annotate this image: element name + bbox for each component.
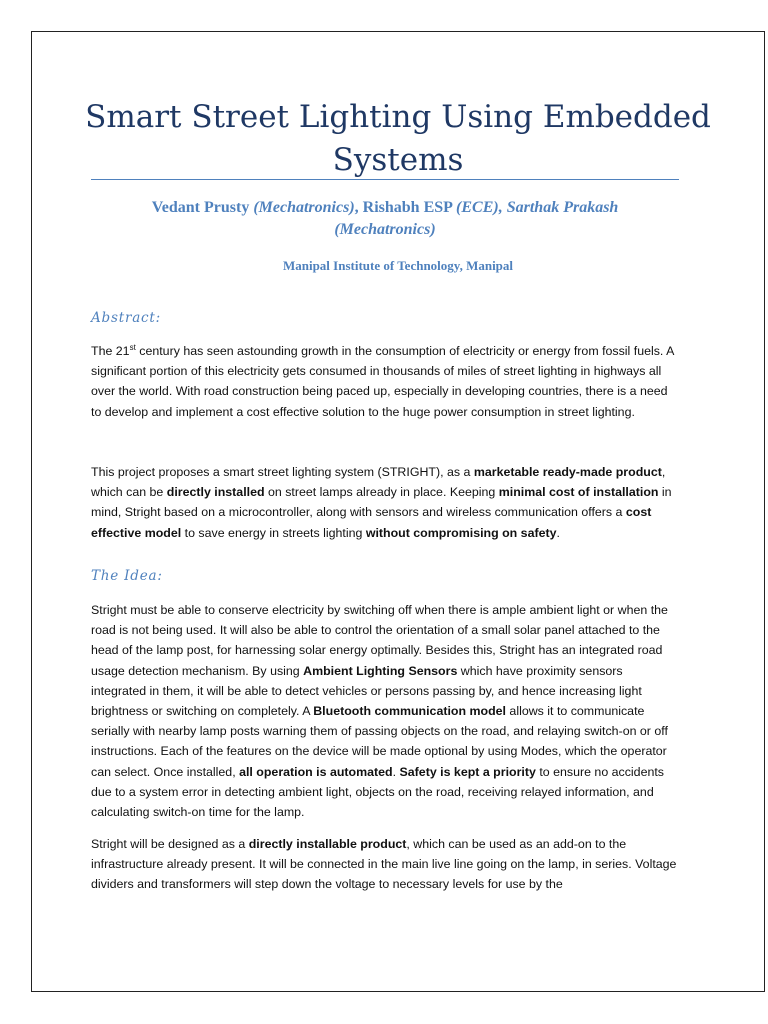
bold-text: all operation is automated — [239, 764, 393, 779]
bold-text: Ambient Lighting Sensors — [303, 663, 458, 678]
bold-text: Safety is kept a priority — [399, 764, 536, 779]
text-run: The 21 — [91, 344, 130, 358]
bold-text: directly installable product — [248, 837, 407, 851]
text-run: on street lamps already in place. Keeping — [264, 485, 499, 500]
text-run: century has seen astounding growth in the consumption of electricity or energy from fossil fuels. A significant portion of this electricity gets consumed in thousands of miles of street lighting in highways all over the world. With road construction being paced up, especially in developing countries, there is a need to develop and implement a cost effective solution to the huge power consumption in street lighting. — [91, 344, 674, 419]
text-run: Stright must be able to conserve electricity by switching off when there is ample ambient light or when the road is not being used. It will also be able to control the orientation of a small solar panel attached to the head of the lamp post, for harnessing solar energy optimally. Besides this, Stright has an integrated road usage detection mechanism. By using — [91, 603, 668, 678]
idea-paragraph — [91, 600, 677, 822]
title-divider — [91, 179, 679, 180]
bold-text: directly installed — [166, 485, 265, 500]
bold-text: minimal cost of installation — [498, 485, 659, 500]
author-name: Rishabh ESP — [362, 199, 453, 216]
author-name: Vedant Prusty — [151, 199, 250, 216]
abstract-paragraph — [91, 341, 677, 422]
section-heading-abstract: Abstract: — [91, 310, 161, 326]
abstract-paragraph — [91, 462, 677, 543]
bold-text: marketable ready-made product — [473, 465, 662, 479]
section-heading-idea: The Idea: — [91, 568, 163, 584]
author-department: (Mechatronics) — [253, 199, 355, 216]
author-department: (ECE) — [456, 199, 499, 216]
idea-paragraph — [91, 834, 677, 895]
document-title: Smart Street Lighting Using Embedded Systems — [85, 99, 711, 178]
institution: Manipal Institute of Technology, Manipal — [282, 258, 514, 273]
text-run: . — [392, 764, 400, 779]
author-separator: , — [498, 199, 507, 216]
text-run: to save energy in streets lighting — [181, 525, 366, 540]
author-line — [122, 197, 648, 241]
bold-text: without compromising on safety — [365, 525, 557, 540]
author-name: Sarthak Prakash — [506, 199, 619, 216]
author-separator: , — [354, 199, 363, 216]
bold-text: Bluetooth communication model — [313, 704, 506, 719]
text-run: This project proposes a smart street lighting system (STRIGHT), as a — [91, 465, 474, 479]
text-run: which have proximity sensors integrated in them, it will be able to detect vehicles or persons passing by, and hence increasing light brightness or switching on completely. A — [91, 663, 642, 719]
bold-text: cost effective model — [91, 505, 652, 540]
superscript: st — [129, 342, 136, 352]
text-run: to ensure no accidents due to a system error in detecting ambient light, objects on the road, receiving relayed information, and calculating switch-on time for the lamp. — [91, 764, 664, 820]
text-run: Stright will be designed as a — [91, 837, 249, 851]
text-run: allows it to communicate serially with nearby lamp posts warning them of passing objects on the road, and relaying switch-on or off instructions. Each of the features on the device will be made optional by using Modes, which the operator can select. Once installed, — [91, 704, 668, 779]
text-run: , which can be used as an add-on to the infrastructure already present. It will be connected in the main live line going on the lamp, in series. Voltage dividers and transformers will step down the voltage to necessary levels for use by the — [91, 837, 677, 892]
document-page — [31, 31, 765, 992]
text-run: . — [556, 525, 560, 540]
author-department: (Mechatronics) — [334, 221, 436, 238]
text-run: , which can be — [91, 465, 666, 500]
text-run: in mind, Stright based on a microcontroller, along with sensors and wireless communication offers a — [91, 485, 672, 520]
